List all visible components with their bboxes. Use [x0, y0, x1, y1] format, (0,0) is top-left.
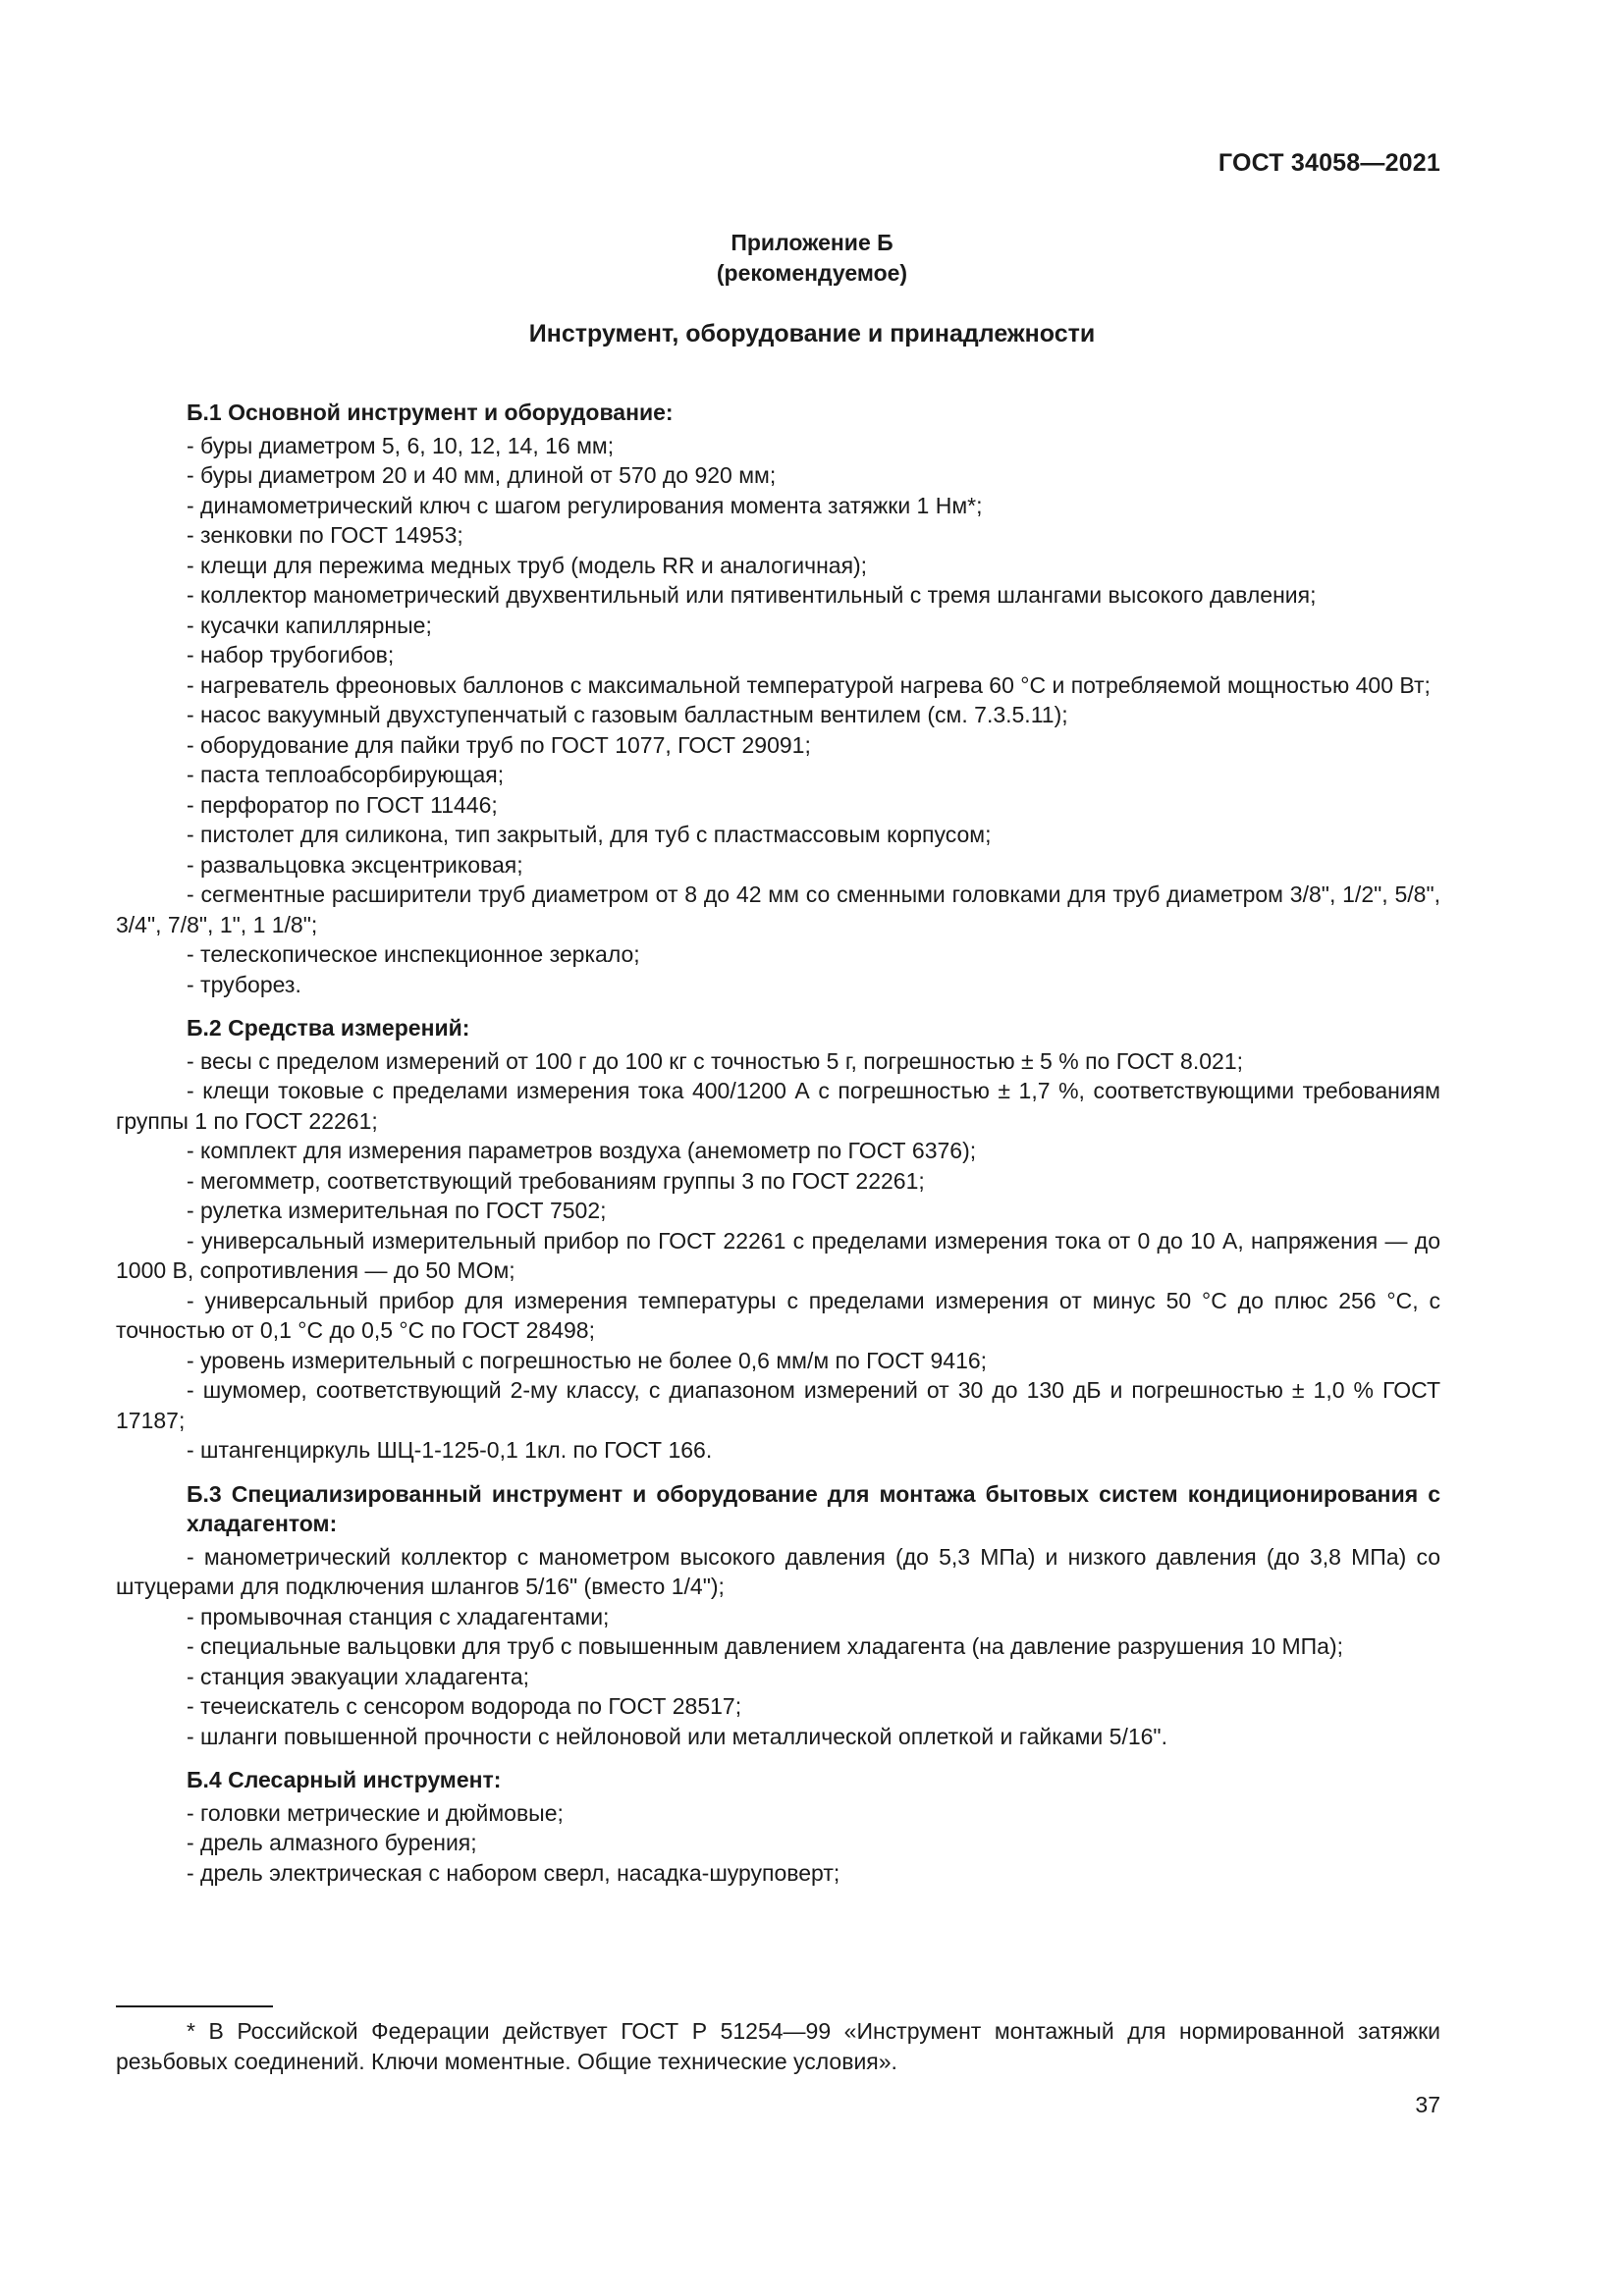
section-heading: Б.1 Основной инструмент и оборудование: — [187, 400, 674, 425]
section-heading: Б.3 Специализированный инструмент и оборудование для монтажа бытовых систем кондиционирования с хладагентом: — [187, 1480, 1440, 1536]
section-heading: Б.4 Слесарный инструмент: — [187, 1767, 502, 1792]
list-item: - шумомер, соответствующий 2-му классу, с диапазоном измерений от 30 до 130 дБ и погрешностью ± 1,0 % ГОСТ 17187; — [116, 1377, 1440, 1433]
footnote-divider — [116, 2005, 273, 2007]
list-item: - нагреватель фреоновых баллонов с максимальной температурой нагрева 60 °С и потребляемой мощностью 400 Вт; — [187, 671, 1431, 698]
list-item: - уровень измерительный с погрешностью не более 0,6 мм/м по ГОСТ 9416; — [187, 1347, 988, 1373]
list-item: - труборез. — [187, 971, 301, 997]
document-body — [116, 398, 1440, 1888]
list-item: - мегомметр, соответствующий требованиям группы 3 по ГОСТ 22261; — [187, 1167, 925, 1194]
list-item: - штангенциркуль ШЦ-1-125-0,1 1кл. по ГОСТ 166. — [187, 1437, 713, 1463]
list-item: - буры диаметром 5, 6, 10, 12, 14, 16 мм; — [187, 432, 615, 458]
list-item: - шланги повышенной прочности с нейлоновой или металлической оплеткой и гайками 5/16". — [187, 1723, 1167, 1749]
list-item: - промывочная станция с хладагентами; — [187, 1603, 610, 1629]
section-heading: Б.2 Средства измерений: — [187, 1015, 470, 1041]
section — [116, 398, 1440, 999]
list-item: - комплект для измерения параметров воздуха (анемометр по ГОСТ 6376); — [187, 1138, 977, 1163]
list-item: - манометрический коллектор с манометром высокого давления (до 5,3 МПа) и низкого давления (до 3,8 МПа) со штуцерами для подключения шлангов 5/16" (вместо 1/4"); — [116, 1543, 1440, 1599]
appendix-heading — [0, 228, 1624, 289]
section — [116, 1765, 1440, 1888]
page-number: 37 — [1415, 2092, 1440, 2117]
list-item: - динамометрический ключ с шагом регулирования момента затяжки 1 Нм*; — [187, 492, 983, 518]
list-item: - универсальный прибор для измерения температуры с пределами измерения от минус 50 °С до плюс 256 °С, с точностью от 0,1 °С до 0,5 °С по ГОСТ 28498; — [116, 1287, 1440, 1343]
list-item: - кусачки капиллярные; — [187, 612, 432, 638]
list-item: - насос вакуумный двухступенчатый с газовым балластным вентилем (см. 7.3.5.11); — [187, 702, 1068, 727]
list-item: - пистолет для силикона, тип закрытый, для туб с пластмассовым корпусом; — [187, 822, 992, 847]
appendix-status: (рекомендуемое) — [716, 260, 908, 286]
list-item: - весы с пределом измерений от 100 г до 100 кг с точностью 5 г, погрешностью ± 5 % по ГОСТ 8.021; — [187, 1047, 1244, 1074]
list-item: - течеискатель с сенсором водорода по ГОСТ 28517; — [187, 1693, 742, 1719]
list-item: - перфоратор по ГОСТ 11446; — [187, 791, 498, 818]
list-item: - коллектор манометрический двухвентильный или пятивентильный с тремя шлангами высокого давления; — [187, 582, 1317, 608]
list-item: - набор трубогибов; — [187, 642, 395, 667]
section-spacer — [116, 1466, 1440, 1479]
list-item: - сегментные расширители труб диаметром от 8 до 42 мм со сменными головками для труб диаметром 3/8", 1/2", 5/8", 3/4", 7/8", 1", 1 1/8"; — [116, 881, 1440, 937]
list-item: - оборудование для пайки труб по ГОСТ 1077, ГОСТ 29091; — [187, 731, 811, 758]
list-item: - развальцовка эксцентриковая; — [187, 851, 523, 878]
section — [116, 1013, 1440, 1466]
list-item: - телескопическое инспекционное зеркало; — [187, 941, 640, 967]
footnote: * В Российской Федерации действует ГОСТ Р 51254—99 «Инструмент монтажный для нормированной затяжки резьбовых соединений. Ключи моментные. Общие технические условия». — [116, 2018, 1440, 2074]
list-item: - дрель электрическая с набором сверл, насадка-шуруповерт; — [187, 1859, 840, 1886]
section-spacer — [116, 1751, 1440, 1765]
list-item: - универсальный измерительный прибор по ГОСТ 22261 с пределами измерения тока от 0 до 10 А, напряжения — до 1000 В, сопротивления — до 50 МОм; — [116, 1227, 1440, 1283]
page-title: Инструмент, оборудование и принадлежности — [528, 320, 1096, 347]
section — [116, 1479, 1440, 1752]
list-item: - зенковки по ГОСТ 14953; — [187, 522, 463, 548]
section-spacer — [116, 999, 1440, 1013]
appendix-title: Приложение Б — [731, 230, 893, 255]
document-code: ГОСТ 34058—2021 — [1218, 149, 1440, 177]
list-item: - буры диаметром 20 и 40 мм, длиной от 570 до 920 мм; — [187, 462, 777, 488]
list-item: - дрель алмазного бурения; — [187, 1830, 477, 1855]
list-item: - клещи для пережима медных труб (модель RR и аналогичная); — [187, 552, 868, 578]
list-item: - паста теплоабсорбирующая; — [187, 762, 505, 787]
list-item: - станция эвакуации хладагента; — [187, 1663, 530, 1689]
list-item: - головки метрические и дюймовые; — [187, 1799, 564, 1826]
list-item: - клещи токовые с пределами измерения тока 400/1200 А с погрешностью ± 1,7 %, соответствующими требованиям группы 1 по ГОСТ 22261; — [116, 1078, 1440, 1134]
list-item: - рулетка измерительная по ГОСТ 7502; — [187, 1198, 607, 1223]
list-item: - специальные вальцовки для труб с повышенным давлением хладагента (на давление разрушения 10 МПа); — [187, 1633, 1343, 1659]
